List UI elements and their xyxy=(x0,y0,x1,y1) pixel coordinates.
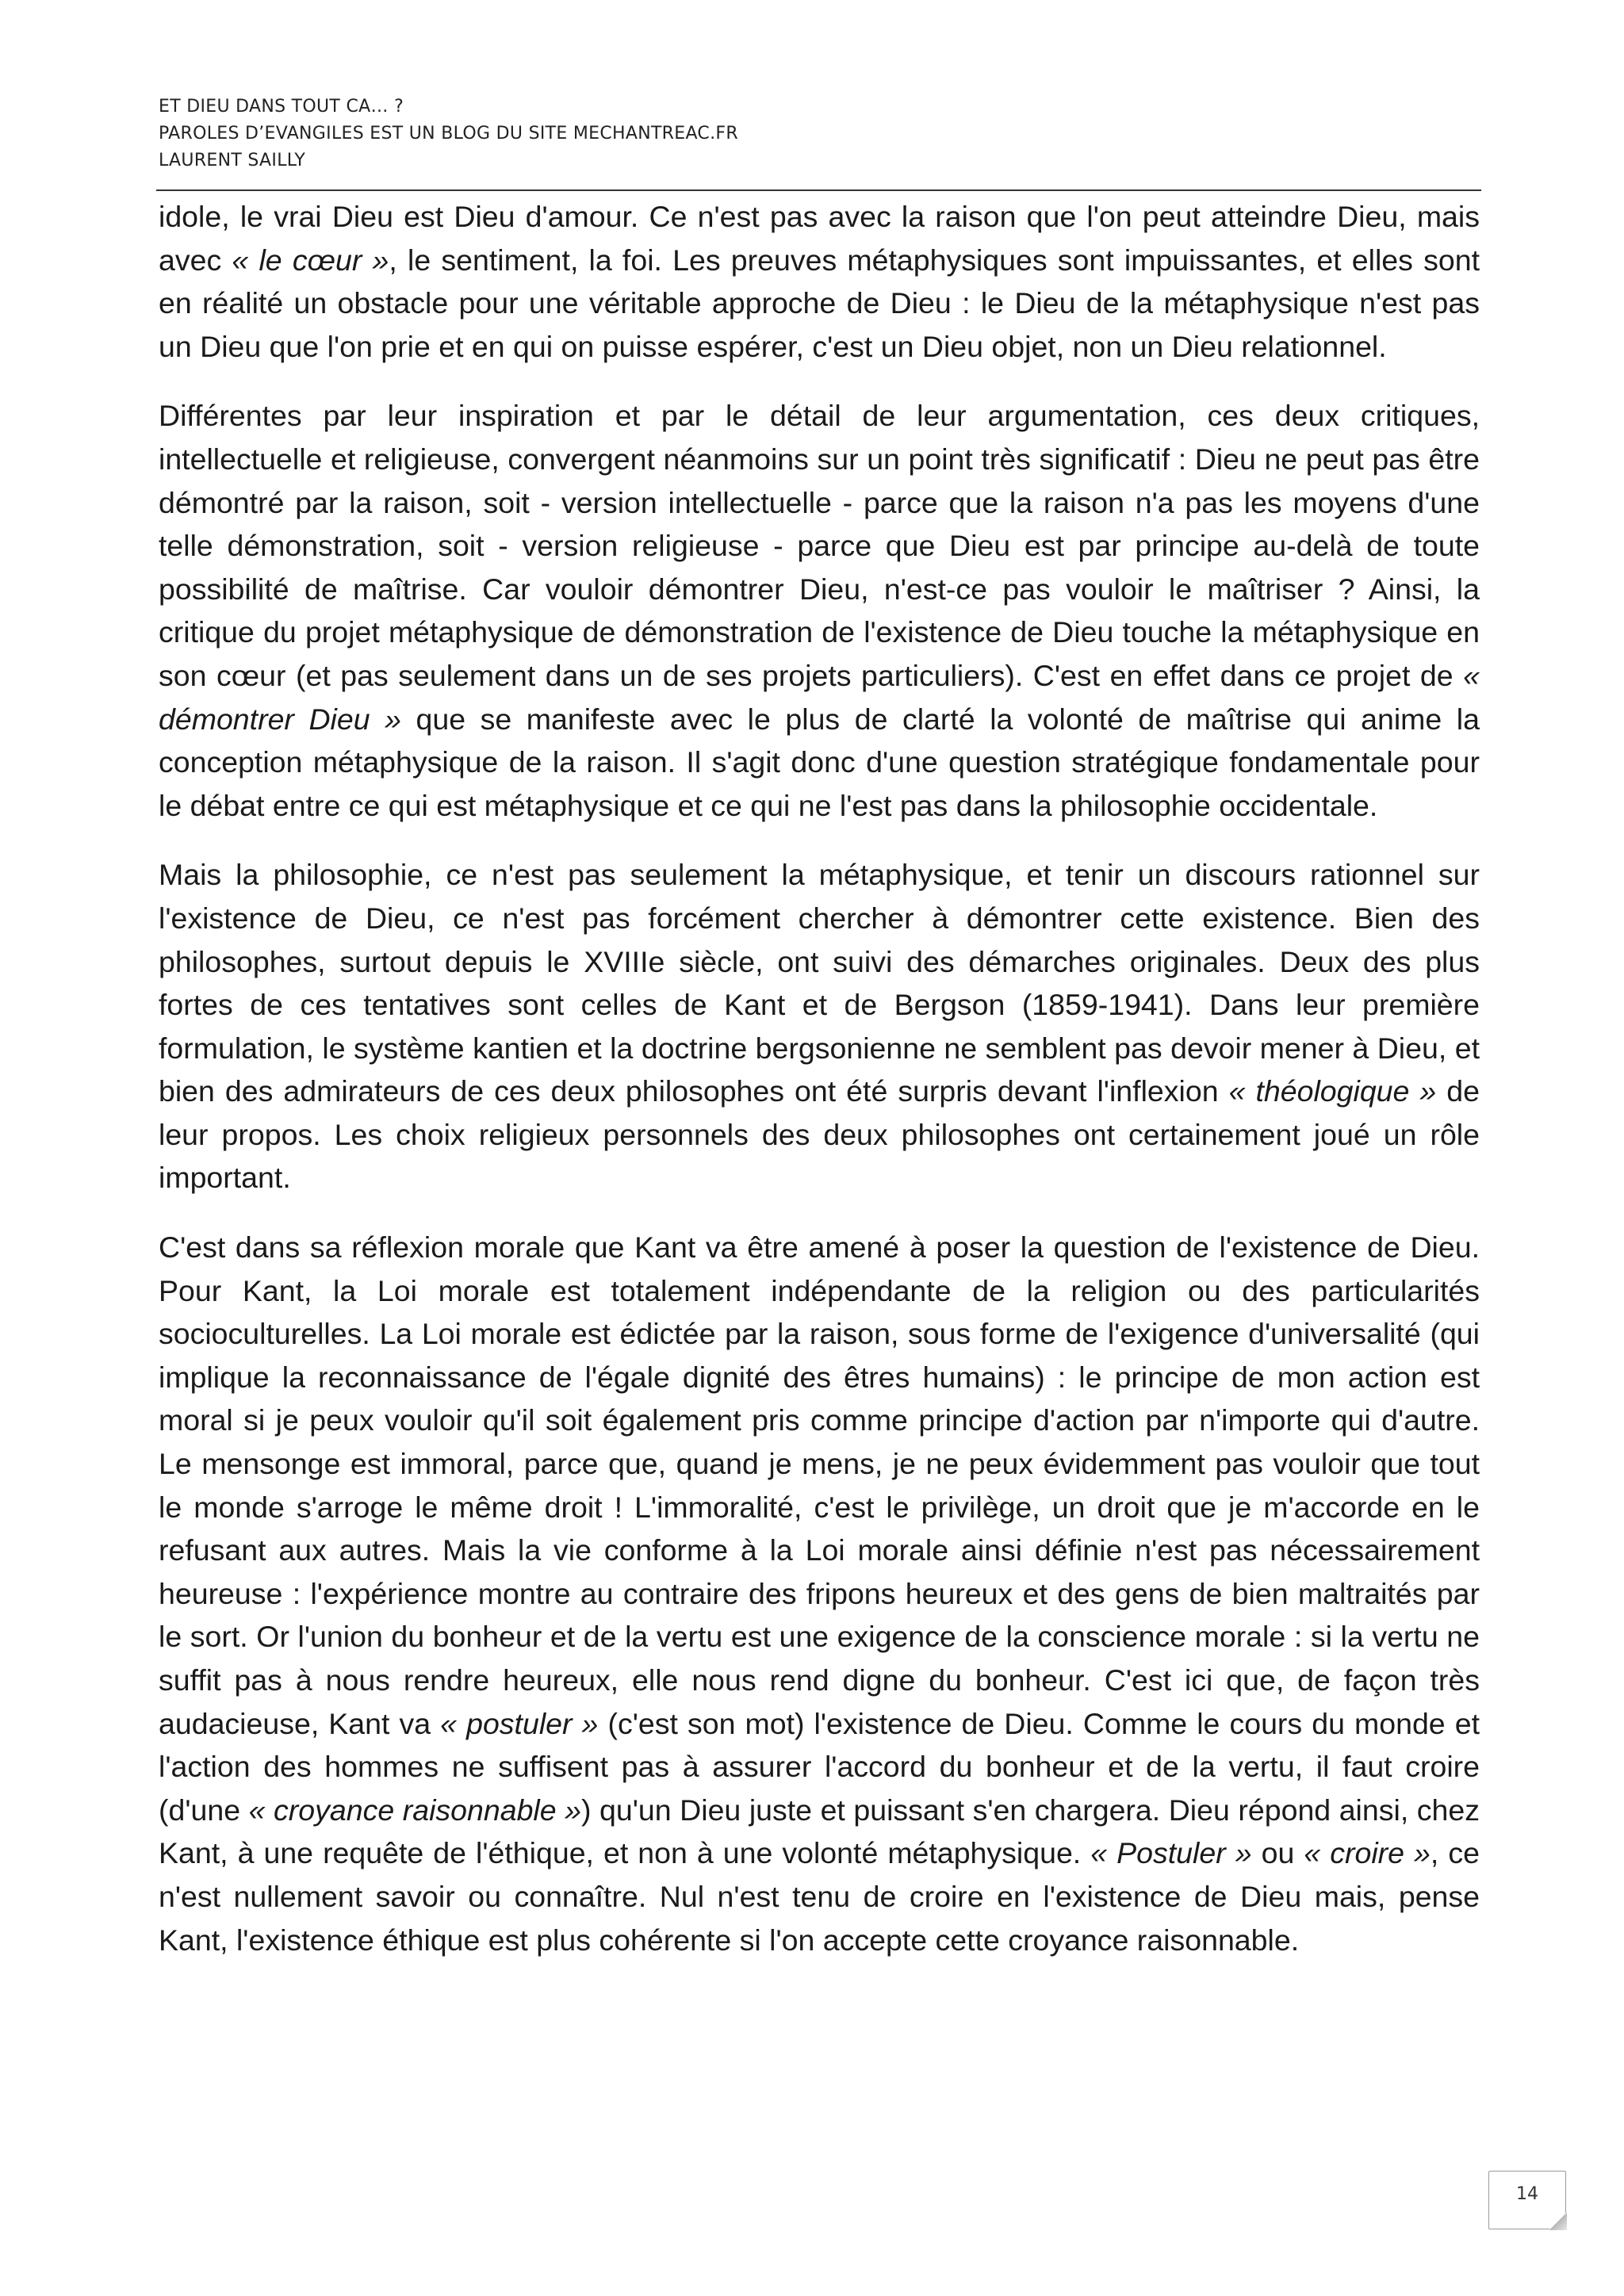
quoted-term: « Postuler » xyxy=(1090,1836,1252,1870)
running-header xyxy=(159,94,1481,174)
quoted-term: « croire » xyxy=(1304,1836,1431,1870)
paragraph xyxy=(159,853,1480,1200)
page-number-badge xyxy=(1488,2171,1566,2229)
quoted-term: « croyance raisonnable » xyxy=(248,1793,582,1827)
text-run: Différentes par leur inspiration et par le détail de leur argumentation, ces deux critiques, intellectuelle et religieuse, convergent néanmoins sur un point très significatif : Dieu ne peut pas être démontré par la raison, soit - version intellectuelle - parce que la raison n'a pas les moyens d'une telle démonstration, soit - version religieuse - parce que Dieu est par principe au-delà de toute possibilité de maîtrise. Car vouloir démontrer Dieu, n'est-ce pas vouloir le maîtriser ? Ainsi, la critique du projet métaphysique de démonstration de l'existence de Dieu touche la métaphysique en son cœur (et pas seulement dans un de ses projets particuliers). C'est en effet dans ce projet de xyxy=(159,399,1480,692)
text-run: de leur propos. Les choix religieux personnels des deux philosophes ont certainement joué un rôle important. xyxy=(159,1074,1480,1195)
text-run: , le sentiment, la foi. Les preuves métaphysiques sont impuissantes, et elles sont en réalité un obstacle pour une véritable approche de Dieu : le Dieu de la métaphysique n'est pas un Dieu que l'on prie et en qui on puisse espérer, c'est un Dieu objet, non un Dieu relationnel. xyxy=(159,243,1480,363)
text-run: C'est dans sa réflexion morale que Kant va être amené à poser la question de l'existence de Dieu. Pour Kant, la Loi morale est totalement indépendante de la religion ou des particularités socioculturelles. La Loi morale est édictée par la raison, sous forme de l'exigence d'universalité (qui implique la reconnaissance de l'égale dignité des êtres humains) : le principe de mon action est moral si je peux vouloir qu'il soit également pris comme principe d'action par n'importe qui d'autre. Le mensonge est immoral, parce que, quand je mens, je ne peux évidemment pas vouloir que tout le monde s'arroge le même droit ! L'immoralité, c'est le privilège, un droit que je m'accorde en le refusant aux autres. Mais la vie conforme à la Loi morale ainsi définie n'est pas nécessairement heureuse : l'expérience montre au contraire des fripons heureux et des gens de bien maltraités par le sort. Or l'union du bonheur et de la vertu est une exigence de la conscience morale : si la vertu ne suffit pas à nous rendre heureux, elle nous rend digne du bonheur. C'est ici que, de façon très audacieuse, Kant va xyxy=(159,1230,1480,1740)
text-run: que se manifeste avec le plus de clarté la volonté de maîtrise qui anime la conception métaphysique de la raison. Il s'agit donc d'une question stratégique fondamentale pour le débat entre ce qui est métaphysique et ce qui ne l'est pas dans la philosophie occidentale. xyxy=(159,702,1480,822)
header-divider xyxy=(156,189,1481,191)
body-text xyxy=(159,195,1480,1988)
quoted-term: « démontrer Dieu » xyxy=(159,658,1480,736)
text-run: idole, le vrai Dieu est Dieu d'amour. Ce n'est pas avec la raison que l'on peut atteindre Dieu, mais avec xyxy=(159,200,1480,277)
quoted-term: « le cœur » xyxy=(232,243,389,277)
text-run: ) qu'un Dieu juste et puissant s'en chargera. Dieu répond ainsi, chez Kant, à une requête de l'éthique, et non à une volonté métaphysique. xyxy=(159,1793,1480,1870)
header-subtitle: PAROLES D’EVANGILES EST UN BLOG DU SITE MECHANTREAC.FR xyxy=(159,124,738,144)
text-run: Mais la philosophie, ce n'est pas seulement la métaphysique, et tenir un discours rationnel sur l'existence de Dieu, ce n'est pas forcément chercher à démontrer cette existence. Bien des philosophes, surtout depuis le XVIIIe siècle, ont suivi des démarches originales. Deux des plus fortes de ces tentatives sont celles de Kant et de Bergson (1859-1941). Dans leur première formulation, le système kantien et la doctrine bergsonienne ne semblent pas devoir mener à Dieu, et bien des admirateurs de ces deux philosophes ont été surpris devant l'inflexion xyxy=(159,858,1480,1108)
text-run: , ce n'est nullement savoir ou connaître. Nul n'est tenu de croire en l'existence de Dieu mais, pense Kant, l'existence éthique est plus cohérente si l'on accepte cette croyance raisonnable. xyxy=(159,1836,1480,1957)
paragraph xyxy=(159,195,1480,368)
text-run: (c'est son mot) l'existence de Dieu. Comme le cours du monde et l'action des hommes ne suffisent pas à assurer l'accord du bonheur et de la vertu, il faut croire (d'une xyxy=(159,1706,1480,1827)
paragraph xyxy=(159,1226,1480,1961)
paragraph xyxy=(159,394,1480,827)
quoted-term: « postuler » xyxy=(440,1706,599,1740)
page-number: 14 xyxy=(1516,2184,1538,2204)
text-run: ou xyxy=(1251,1836,1304,1870)
quoted-term: « théologique » xyxy=(1228,1074,1437,1108)
header-title: ET DIEU DANS TOUT CA… ? xyxy=(159,97,404,117)
header-author: LAURENT SAILLY xyxy=(159,151,306,170)
